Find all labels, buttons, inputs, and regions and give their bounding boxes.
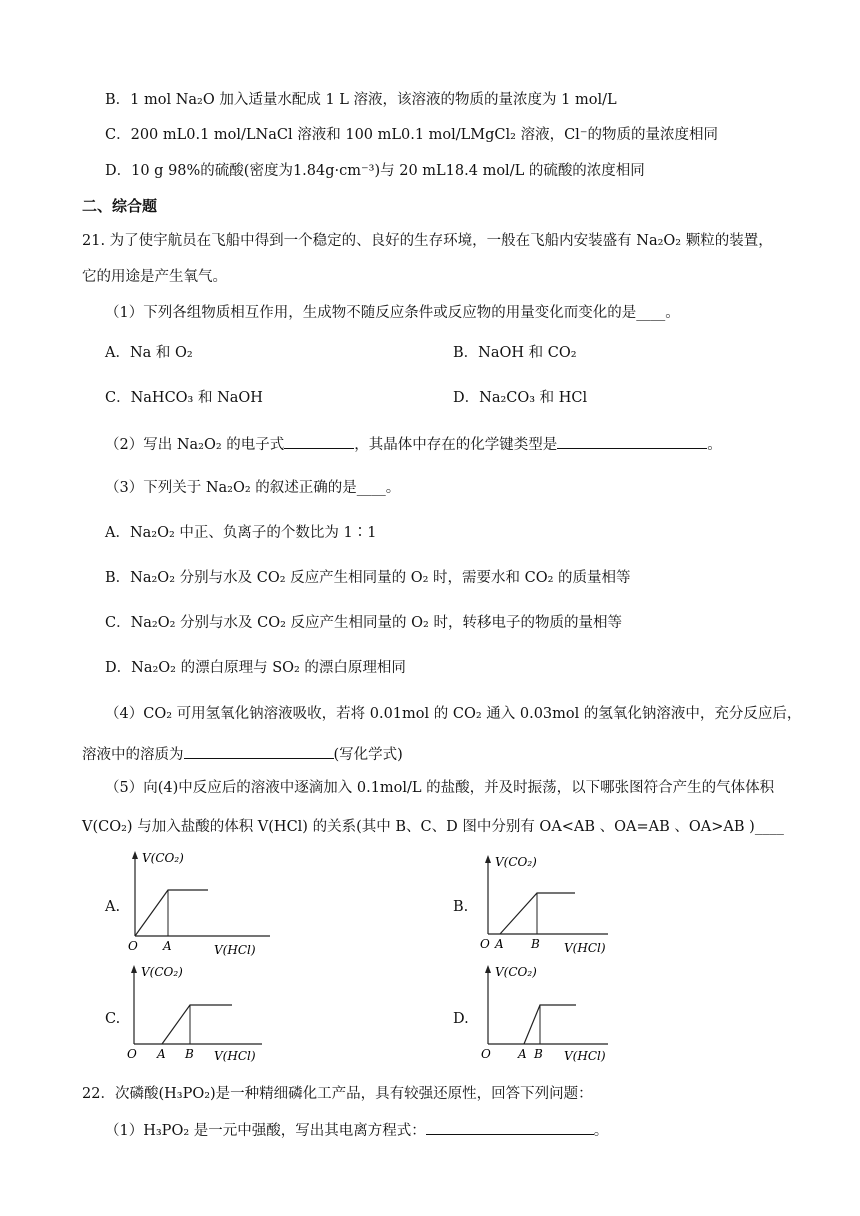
point-b-label: B xyxy=(531,937,540,951)
point-b-label: B xyxy=(185,1047,194,1061)
point-a-label: A xyxy=(157,1047,166,1061)
y-axis-arrow xyxy=(132,851,138,859)
y-axis-label: V(CO₂) xyxy=(495,855,537,869)
point-a-label: A xyxy=(495,937,504,951)
y-axis-arrow xyxy=(485,965,491,973)
q21-part3-option-c: C．Na₂O₂ 分别与水及 CO₂ 反应产生相同量的 O₂ 时，转移电子的物质的量相等 xyxy=(105,615,622,631)
graph-option-a[interactable]: A. xyxy=(105,899,121,915)
graph-d xyxy=(478,962,618,1066)
q21-part2-text-c: 。 xyxy=(707,437,722,453)
y-axis-label: V(CO₂) xyxy=(142,851,184,865)
q21-part2-text-b: ，其晶体中存在的化学键类型是 xyxy=(354,437,558,453)
graph-option-d[interactable]: D. xyxy=(453,1011,469,1027)
answer-blank[interactable] xyxy=(557,432,707,449)
q21-part1-option-a: A．Na 和 O₂ xyxy=(105,345,193,361)
q22-part1-end: 。 xyxy=(593,1123,609,1139)
x-axis-label: V(HCl) xyxy=(564,941,606,955)
q21-part3-option-d: D．Na₂O₂ 的漂白原理与 SO₂ 的漂白原理相同 xyxy=(105,660,406,676)
graph-b xyxy=(478,852,618,956)
q21-part5: （5）向(4)中反应后的溶液中逐滴加入 0.1mol/L 的盐酸，并及时振荡，以下哪张图符合产生的气体体积 xyxy=(105,780,775,796)
graph-curve xyxy=(524,1005,576,1044)
section-title: 二、综合题 xyxy=(82,197,158,215)
q21-part3-option-b: B．Na₂O₂ 分别与水及 CO₂ 反应产生相同量的 O₂ 时，需要水和 CO₂ 的质量相等 xyxy=(105,570,631,586)
origin-label: O xyxy=(480,937,490,951)
graph-option-b[interactable]: B. xyxy=(453,899,469,915)
q21-part1-option-d: D．Na₂CO₃ 和 HCl xyxy=(453,390,588,406)
graph-a xyxy=(120,848,300,960)
x-axis-label: V(HCl) xyxy=(214,943,256,957)
q21-part4-text-c: (写化学式) xyxy=(333,747,403,763)
y-axis-label: V(CO₂) xyxy=(141,965,183,979)
y-axis-label: V(CO₂) xyxy=(495,965,537,979)
option-c-prev: C．200 mL0.1 mol/LNaCl 溶液和 100 mL0.1 mol/LMgCl₂ 溶液，Cl⁻的物质的量浓度相同 xyxy=(105,127,718,143)
answer-blank[interactable] xyxy=(284,432,354,449)
q21-intro: 21. 为了使宇航员在飞船中得到一个稳定的、良好的生存环境，一般在飞船内安装盛有 Na₂O₂ 颗粒的装置， xyxy=(82,233,773,249)
option-b-prev: B．1 mol Na₂O 加入适量水配成 1 L 溶液，该溶液的物质的量浓度为 1 mol/L xyxy=(105,92,617,108)
q21-part4-cont xyxy=(82,742,403,766)
y-axis-arrow xyxy=(485,855,491,863)
option-d-prev: D．10 g 98%的硫酸(密度为1.84g·cm⁻³)与 20 mL18.4 mol/L 的硫酸的浓度相同 xyxy=(105,163,645,179)
q21-part4: （4）CO₂ 可用氢氧化钠溶液吸收，若将 0.01mol 的 CO₂ 通入 0.03mol 的氢氧化钠溶液中，充分反应后， xyxy=(105,706,802,722)
q22-intro: 22．次磷酸(H₃PO₂)是一种精细磷化工产品，具有较强还原性，回答下列问题： xyxy=(82,1086,593,1102)
point-a-label: A xyxy=(163,939,172,953)
q21-part1-stem: （1）下列各组物质相互作用，生成物不随反应条件或反应物的用量变化而变化的是____。 xyxy=(105,305,680,321)
graph-option-c[interactable]: C. xyxy=(105,1011,121,1027)
origin-label: O xyxy=(481,1047,491,1061)
q21-part1-option-c: C．NaHCO₃ 和 NaOH xyxy=(105,390,263,406)
q21-part2-text-a: （2）写出 Na₂O₂ 的电子式 xyxy=(105,437,285,453)
graph-curve xyxy=(162,1005,232,1044)
q21-part3-stem: （3）下列关于 Na₂O₂ 的叙述正确的是____。 xyxy=(105,480,401,496)
q21-part4-text-b: 溶液中的溶质为 xyxy=(82,747,184,763)
q21-part2 xyxy=(105,432,722,456)
graph-c xyxy=(122,962,272,1066)
origin-label: O xyxy=(127,1047,137,1061)
q21-part3-option-a: A．Na₂O₂ 中正、负离子的个数比为 1∶1 xyxy=(105,525,377,541)
q21-part1-option-b: B．NaOH 和 CO₂ xyxy=(453,345,577,361)
x-axis-label: V(HCl) xyxy=(214,1049,256,1063)
q21-part5-cont: V(CO₂) 与加入盐酸的体积 V(HCl) 的关系(其中 B、C、D 图中分别有 OA<AB 、OA=AB 、OA>AB )____ xyxy=(82,819,784,835)
answer-blank[interactable] xyxy=(426,1118,594,1135)
origin-label: O xyxy=(128,939,138,953)
point-a-label: A xyxy=(518,1047,527,1061)
x-axis-label: V(HCl) xyxy=(564,1049,606,1063)
graph-curve xyxy=(135,890,208,936)
answer-blank[interactable] xyxy=(184,742,334,759)
point-b-label: B xyxy=(534,1047,543,1061)
y-axis-arrow xyxy=(131,965,137,973)
q21-intro-cont: 它的用途是产生氧气。 xyxy=(82,269,227,285)
q22-part1-text: （1）H₃PO₂ 是一元中强酸，写出其电离方程式： xyxy=(105,1123,426,1139)
q22-part1 xyxy=(105,1118,608,1142)
